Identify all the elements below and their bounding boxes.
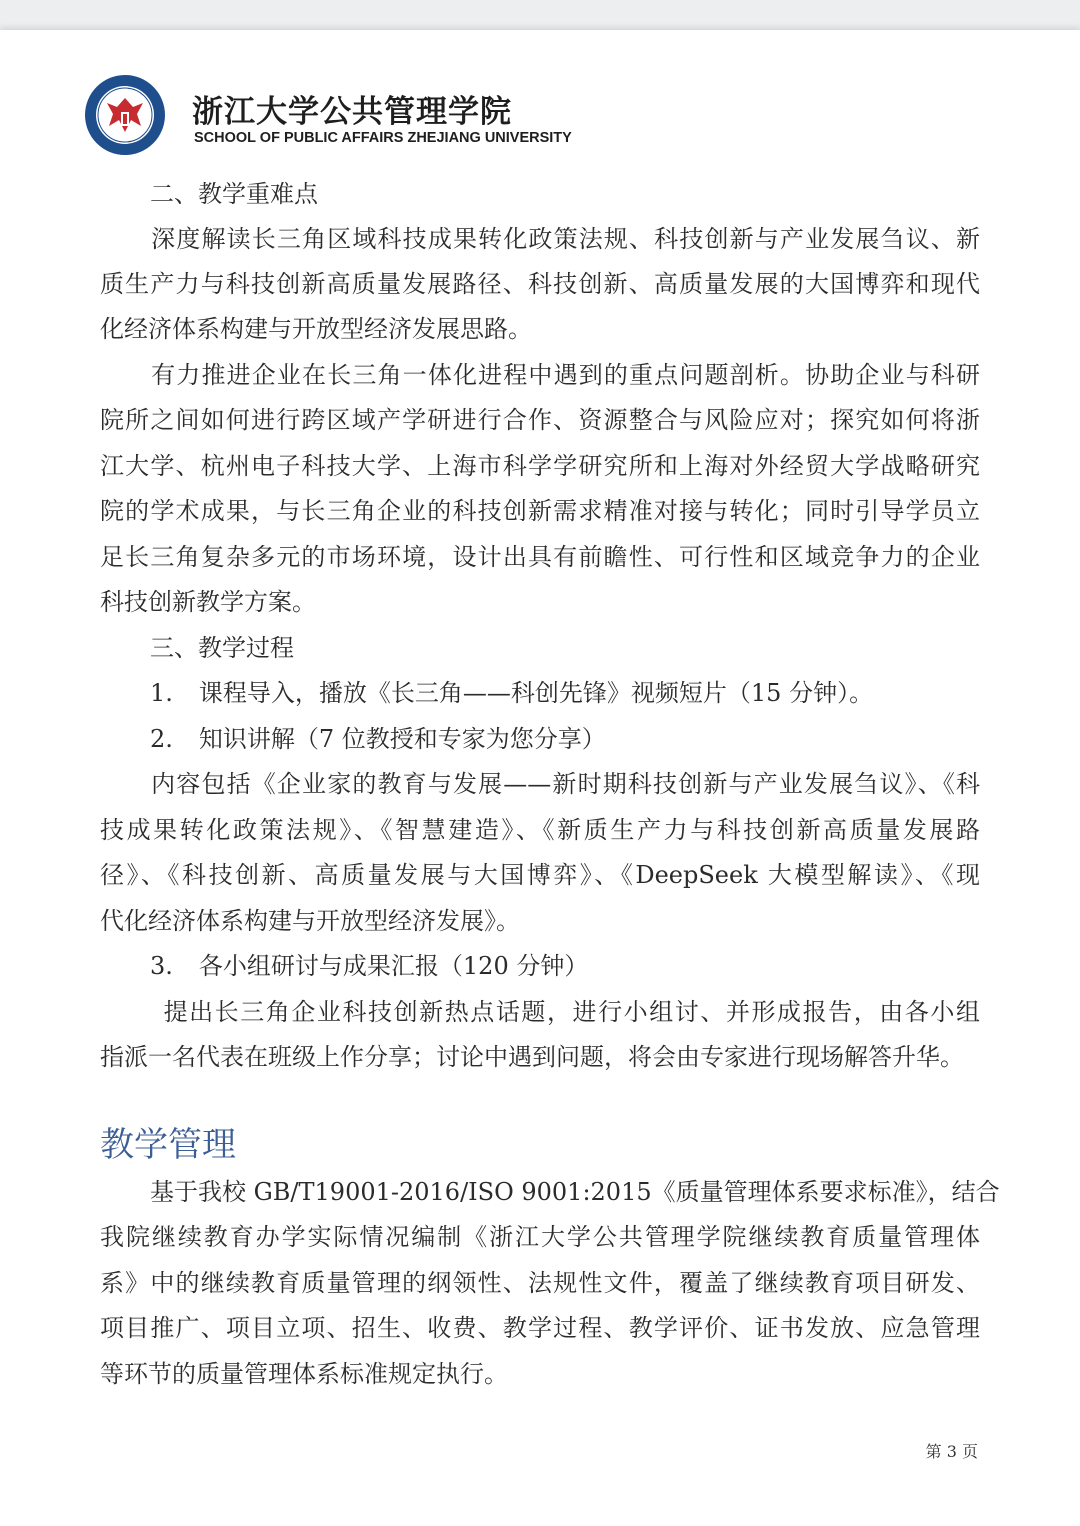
school-name-cn: 浙江大学公共管理学院 (192, 94, 512, 130)
document-page (0, 30, 1080, 1526)
paragraph-line: 化经济体系构建与开放型经济发展思路。 (100, 315, 532, 343)
paragraph-line: 科技创新教学方案。 (100, 588, 316, 616)
letterhead (84, 74, 684, 194)
paragraph-line: 基于我校 GB/T19001-2016/ISO 9001:2015《质量管理体系要求标准》，结合 (150, 1178, 1000, 1206)
paragraph-line: 足长三角复杂多元的市场环境，设计出具有前瞻性、可行性和区域竞争力的企业 (100, 543, 980, 571)
paragraph-line: 技成果转化政策法规》、《智慧建造》、《新质生产力与科技创新高质量发展路 (100, 816, 980, 844)
list-item-3: 3. 各小组研讨与成果汇报（120 分钟） (150, 952, 589, 980)
paragraph-line: 质生产力与科技创新高质量发展路径、科技创新、高质量发展的大国博弈和现代 (100, 270, 980, 298)
paragraph-line: 有力推进企业在长三角一体化进程中遇到的重点问题剖析。协助企业与科研 (150, 361, 980, 389)
section-title-management: 教学管理 (100, 1125, 236, 1165)
paragraph-line: 我院继续教育办学实际情况编制《浙江大学公共管理学院继续教育质量管理体 (100, 1223, 980, 1251)
paragraph-line: 院的学术成果，与长三角企业的科技创新需求精准对接与转化；同时引导学员立 (100, 497, 980, 525)
paragraph-line: 系》中的继续教育质量管理的纲领性、法规性文件，覆盖了继续教育项目研发、 (100, 1269, 980, 1297)
list-item-1: 1. 课程导入，播放《长三角——科创先锋》视频短片（15 分钟）。 (150, 679, 874, 707)
paragraph-line: 深度解读长三角区域科技成果转化政策法规、科技创新与产业发展刍议、新 (150, 225, 980, 253)
paragraph-line: 提出长三角企业科技创新热点话题，进行小组讨、并形成报告，由各小组 (162, 998, 980, 1026)
page-number: 第 3 页 (925, 1442, 978, 1461)
paragraph-line: 径》、《科技创新、高质量发展与大国博弈》、《DeepSeek 大模型解读》、《现 (100, 861, 980, 889)
list-item-2: 2. 知识讲解（7 位教授和专家为您分享） (150, 725, 606, 753)
paragraph-line: 院所之间如何进行跨区域产学研进行合作、资源整合与风险应对；探究如何将浙 (100, 406, 980, 434)
paragraph-line: 指派一名代表在班级上作分享；讨论中遇到问题，将会由专家进行现场解答升华。 (100, 1043, 964, 1071)
paragraph-line: 内容包括《企业家的教育与发展——新时期科技创新与产业发展刍议》、《科 (150, 770, 980, 798)
school-emblem-icon (84, 74, 166, 156)
paragraph-line: 代化经济体系构建与开放型经济发展》。 (100, 907, 520, 935)
section-heading-process: 三、教学过程 (150, 634, 294, 662)
paragraph-line: 等环节的质量管理体系标准规定执行。 (100, 1360, 508, 1388)
section-heading-difficulties: 二、教学重难点 (150, 180, 318, 208)
school-name-en: SCHOOL OF PUBLIC AFFAIRS ZHEJIANG UNIVERSITY (194, 130, 572, 146)
paragraph-line: 项目推广、项目立项、招生、收费、教学过程、教学评价、证书发放、应急管理 (100, 1314, 980, 1342)
paragraph-line: 江大学、杭州电子科技大学、上海市科学学研究所和上海对外经贸大学战略研究 (100, 452, 980, 480)
